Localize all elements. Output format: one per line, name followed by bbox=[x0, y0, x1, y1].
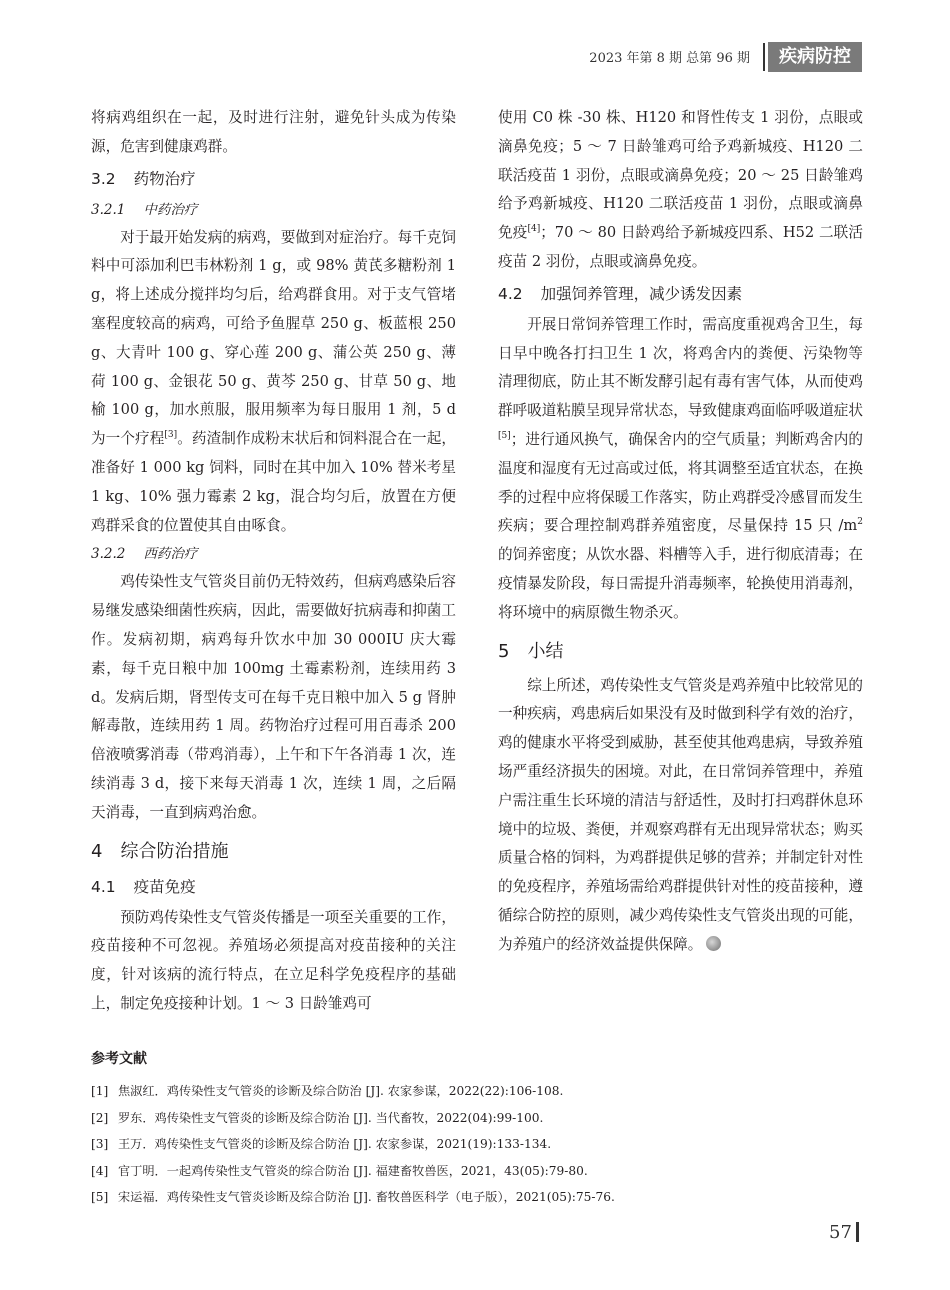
header-divider bbox=[763, 43, 765, 71]
heading-number: 4.2 bbox=[498, 284, 523, 303]
citation: [3] bbox=[164, 430, 178, 441]
reference-text: 官丁明．一起鸡传染性支气管炎的综合防治 [J]. 福建畜牧兽医，2021，43(05):79-80. bbox=[118, 1163, 588, 1178]
reference-number: [3] bbox=[91, 1137, 109, 1152]
paragraph-tcm bbox=[91, 224, 456, 541]
paragraph-continuation: 将病鸡组织在一起，及时进行注射，避免针头成为传染源，危害到健康鸡群。 bbox=[91, 109, 456, 155]
references-title: 参考文献 bbox=[91, 1051, 147, 1067]
citation: [4] bbox=[527, 224, 541, 235]
left-column bbox=[91, 104, 456, 1019]
paragraph-vaccine-continuation bbox=[498, 104, 863, 277]
paragraph-management bbox=[498, 311, 863, 628]
reference-item bbox=[91, 1078, 861, 1105]
reference-number: [4] bbox=[91, 1163, 109, 1178]
heading-number: 5 bbox=[498, 640, 510, 662]
reference-item bbox=[91, 1105, 861, 1132]
reference-text: 王万．鸡传染性支气管炎的诊断及综合防治 [J]. 农家参谋，2021(19):133-134. bbox=[118, 1137, 552, 1152]
heading-number: 4 bbox=[91, 840, 103, 862]
text-run: 开展日常饲养管理工作时，需高度重视鸡舍卫生，每日早中晚各打扫卫生 1 次，将鸡舍内的粪便、污染物等清理彻底，防止其不断发酵引起有毒有害气体，从而使鸡群呼吸道粘膜呈现异常状态，导致健康鸡面临呼吸道症状 bbox=[498, 315, 863, 420]
reference-text: 罗东．鸡传染性支气管炎的诊断及综合防治 [J]. 当代畜牧，2022(04):99-100. bbox=[118, 1110, 544, 1125]
heading-title: 西药治疗 bbox=[143, 546, 198, 563]
heading-number: 3.2.2 bbox=[91, 546, 126, 563]
text-run: 使用 C0 株 -30 株、H120 和肾性传支 1 羽份，点眼或滴鼻免疫；5 ～ 7 日龄雏鸡可给予鸡新城疫、H120 二联活疫苗 1 羽份，点眼或滴鼻免疫；20 ～ 25 日龄雏鸡给予鸡新城疫、H120 二联活疫苗 1 羽份，点眼或滴鼻免疫 bbox=[498, 109, 863, 242]
issue-info: 2023 年第 8 期 总第 96 期 bbox=[589, 51, 750, 66]
text-run: 的饲养密度；从饮水器、料槽等入手，进行彻底清毒；在疫情暴发阶段，每日需提升消毒频率，轮换使用消毒剂，将环境中的病原微生物杀灭。 bbox=[498, 546, 863, 621]
text-run: 综上所述，鸡传染性支气管炎是鸡养殖中比较常见的一种疾病，鸡患病后如果没有及时做到科学有效的治疗，鸡的健康水平将受到威胁，甚至使其他鸡患病，导致养殖场严重经济损失的困境。对此，在日常饲养管理中，养殖户需注重生长环境的清洁与舒适性，及时打扫鸡群休息环境中的垃圾、粪便，并观察鸡群有无出现异常状态；购买质量合格的饲料，为鸡群提供足够的营养；并制定针对性的免疫程序，养殖场需给鸡群提供针对性的疫苗接种，遵循综合防控的原则，减少鸡传染性支气管炎出现的可能，为养殖户的经济效益提供保障。 bbox=[498, 676, 863, 953]
reference-number: [2] bbox=[91, 1110, 109, 1125]
text-run: 。药渣制作成粉末状后和饲料混合在一起，准备好 1 000 kg 饲料，同时在其中加入 10% 替米考星 1 kg、10% 强力霉素 2 kg，混合均匀后，放置在方便鸡群采食的位置使其自由啄食。 bbox=[91, 430, 456, 534]
reference-number: [1] bbox=[91, 1084, 109, 1098]
section-label: 疾病防控 bbox=[768, 42, 862, 72]
references bbox=[91, 1048, 861, 1211]
reference-item bbox=[91, 1131, 861, 1158]
right-column bbox=[498, 104, 863, 960]
heading-3-2-2 bbox=[91, 540, 456, 568]
heading-title: 综合防治措施 bbox=[120, 840, 229, 862]
heading-4 bbox=[91, 836, 456, 868]
heading-title: 中药治疗 bbox=[143, 201, 198, 218]
page-number-bar bbox=[856, 1222, 859, 1242]
heading-3-2-1 bbox=[91, 196, 456, 224]
reference-text: 焦淑红．鸡传染性支气管炎的诊断及综合防治 [J]. 农家参谋，2022(22):106-108. bbox=[118, 1084, 564, 1098]
text-run: ；70 ～ 80 日龄鸡给予新城疫四系、H52 二联活疫苗 2 羽份，点眼或滴鼻免疫。 bbox=[498, 224, 863, 270]
text-run: 对于最开始发病的病鸡，要做到对症治疗。每千克饲料中可添加利巴韦林粉剂 1 g，或 98% 黄芪多糖粉剂 1 g，将上述成分搅拌均匀后，给鸡群食用。对于支气管堵塞程度较高的病鸡，可给予鱼腥草 250 g、板蓝根 250 g、大青叶 100 g、穿心莲 200 g、蒲公英 250 g、薄荷 100 g、金银花 50 g、黄芩 250 g、甘草 50 g、地榆 100 g，加水煎服，服用频率为每日服用 1 剂，5 d 为一个疗程 bbox=[91, 228, 456, 448]
paragraph-western-medicine: 鸡传染性支气管炎目前仍无特效药，但病鸡感染后容易继发感染细菌性疾病，因此，需要做好抗病毒和抑菌工作。发病初期，病鸡每升饮水中加 30 000IU 庆大霉素，每千克日粮中加 100mg 土霉素粉剂，连续用药 3 d。发病后期，肾型传支可在每千克日粮中加入 5 g 肾肿解毒散，连续用药 1 周。药物治疗过程可用百毒杀 200 倍液喷雾消毒（带鸡消毒），上午和下午各消毒 1 次，连续消毒 3 d，接下来每天消毒 1 次，连续 1 周，之后隔天消毒，一直到病鸡治愈。 bbox=[91, 573, 456, 821]
heading-number: 4.1 bbox=[91, 877, 116, 896]
heading-title: 加强饲养管理，减少诱发因素 bbox=[540, 284, 743, 303]
text-run: ；进行通风换气，确保舍内的空气质量；判断鸡舍内的温度和湿度有无过高或过低，将其调整至适宜状态，在换季的过程中应将保暖工作落实，防止鸡群受冷感冒而发生疾病；要合理控制鸡群养殖密度，尽量保持 15 只 /m bbox=[498, 430, 863, 535]
heading-3-2 bbox=[91, 164, 456, 194]
heading-title: 疫苗免疫 bbox=[133, 877, 196, 896]
heading-4-2 bbox=[498, 279, 863, 309]
heading-5 bbox=[498, 636, 863, 668]
heading-title: 药物治疗 bbox=[133, 169, 196, 188]
heading-number: 3.2 bbox=[91, 169, 116, 188]
paragraph-summary bbox=[498, 672, 863, 960]
paragraph-vaccine: 预防鸡传染性支气管炎传播是一项至关重要的工作，疫苗接种不可忽视。养殖场必须提高对疫苗接种的关注度，针对该病的流行特点，在立足科学免疫程序的基础上，制定免疫接种计划。1 ～ 3 日龄雏鸡可 bbox=[91, 908, 456, 1012]
reference-text: 宋运福．鸡传染性支气管炎诊断及综合防治 [J]. 畜牧兽医科学（电子版），2021(05):75-76. bbox=[118, 1190, 615, 1205]
end-mark-icon bbox=[706, 936, 721, 951]
page-number: 57 bbox=[829, 1222, 852, 1243]
heading-4-1 bbox=[91, 872, 456, 902]
reference-item bbox=[91, 1184, 861, 1211]
heading-number: 3.2.1 bbox=[91, 201, 126, 218]
citation: [5] bbox=[498, 431, 511, 442]
superscript: 2 bbox=[857, 517, 863, 528]
reference-item bbox=[91, 1158, 861, 1185]
heading-title: 小结 bbox=[527, 640, 564, 662]
reference-number: [5] bbox=[91, 1190, 109, 1205]
